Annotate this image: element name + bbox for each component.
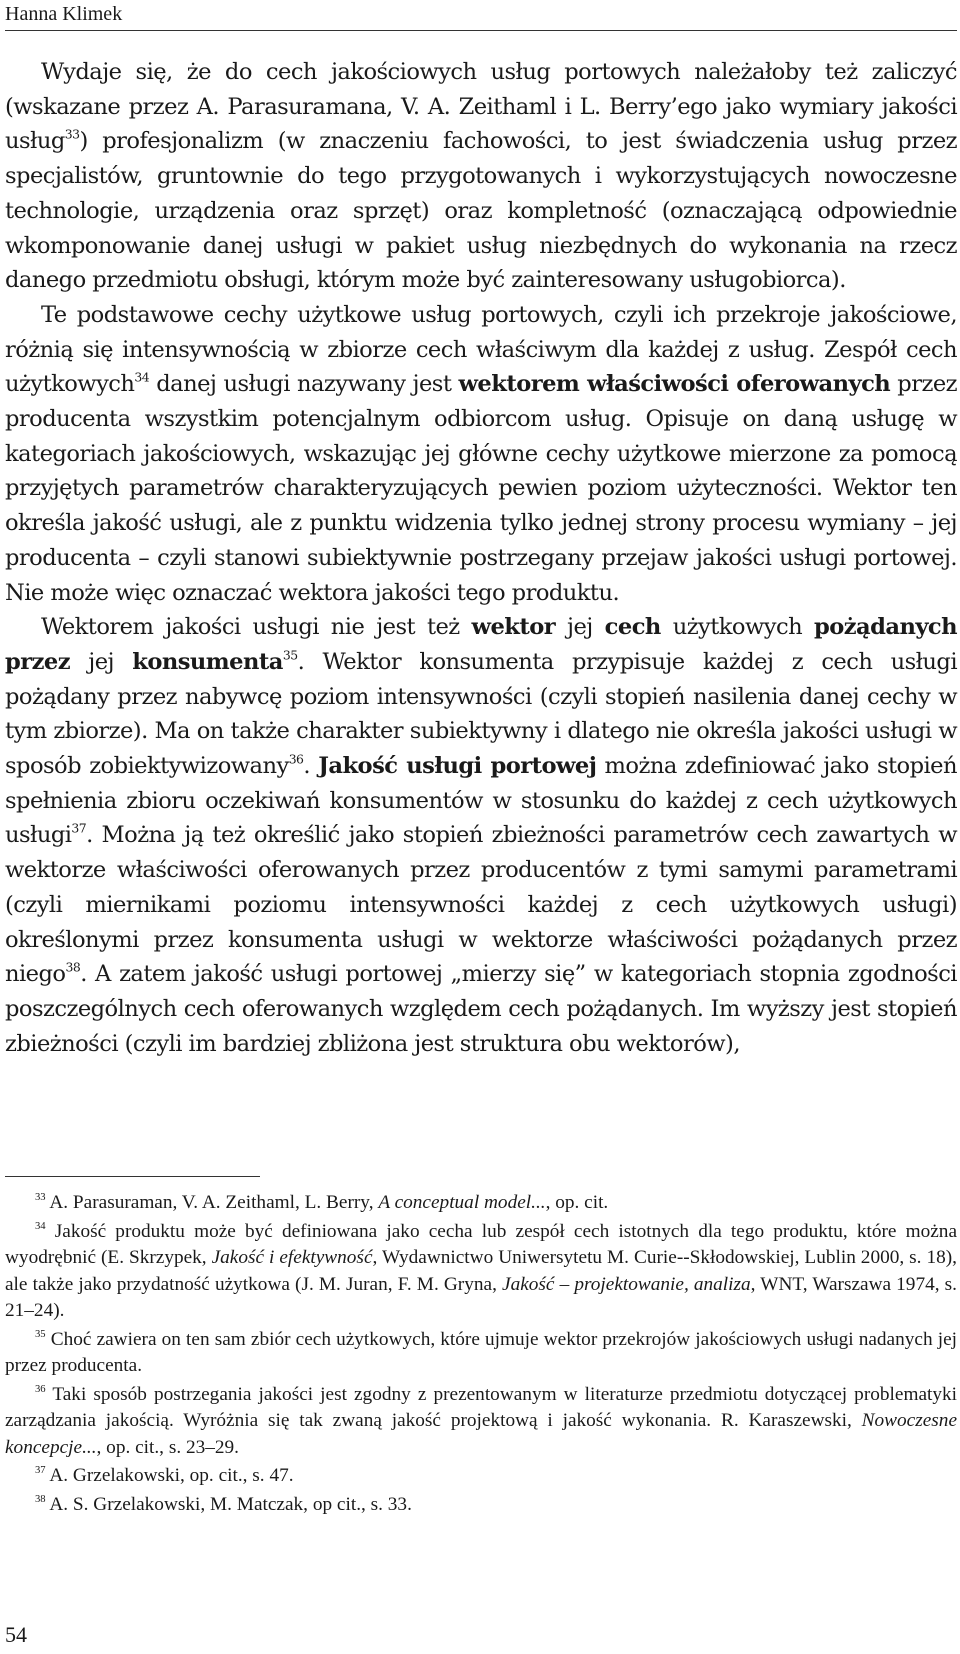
bold-term: wektor: [471, 614, 556, 641]
footnote-33: $^{33}$ A. Parasuraman, V. A. Zeithaml, L. Berry, A conceptual model..., op. cit.: [35, 1192, 609, 1213]
header-rule: [5, 30, 957, 31]
bold-term: wektorem właściwości oferowanych: [458, 371, 891, 398]
footnote-ref-34: 34: [134, 370, 150, 386]
footnote-38: $^{38}$ A. S. Grzelakowski, M. Matczak, op cit., s. 33.: [35, 1493, 412, 1515]
footnote-36: $^{36}$ Taki sposób postrzegania jakości jest zgodny z prezentowanym w literaturze przedmiotu dotyczącej problematyki zarządzania jakością. Wyróżnia się tak zwaną jakość projektową i jakość wykonania. R. Karaszewski, Nowoczesne koncepcje..., op. cit., s. 23–29.: [5, 1383, 957, 1458]
footnote-ref-33: 33: [64, 127, 80, 143]
paragraph-3: Wektorem jakości usługi nie jest też wektor jej cech użytkowych pożądanych przez jej konsumenta$^{35}$. Wektor konsumenta przypisuje każdej z cech usługi pożądany przez nabywcę poziom intensywności (czyli stopień nasilenia danej cechy w tym zbiorze). Ma on także charakter subiektywny i dlatego nie określa jakości usługi w sposób zobiektywizowany$^{36}$. Jakość usługi portowej można zdefiniować jako stopień spełnienia zbioru oczekiwań konsumentów w stosunku do każdej z cech użytkowych usługi$^{37}$. Można ją też określić jako stopień zbieżności parametrów cech zawartych w wektorze właściwości oferowanych przez producentów z tymi samymi parametrami (czyli miernikami poziomu intensywności każdej z cech użytkowych usługi) określonymi przez konsumenta usługi w wektorze właściwości pożądanych przez niego$^{38}$. A zatem jakość usługi portowej „mierzy się” w kategoriach stopnia zgodności poszczególnych cech oferowanych względem cech pożądanych. Im wyższy jest stopień zbieżności (czyli im bardziej zbliżona jest struktura obu wektorów),: [5, 614, 958, 1057]
footnote-ref-37: 37: [71, 821, 87, 837]
bold-term: Jakość usługi portowej: [318, 753, 597, 780]
bold-term: cech: [604, 614, 661, 641]
bold-term: pożądanych przez: [5, 614, 957, 675]
bold-term: konsumenta: [132, 648, 283, 675]
footnote-ref-38: 38: [65, 959, 81, 975]
paragraph-2: Te podstawowe cechy użytkowe usług portowych, czyli ich przekroje jakościowe, różnią się intensywnością w zbiorze cech właściwym dla każdej z usług. Zespół cech użytkowych$^{34}$ danej usługi nazywany jest wektorem właściwości oferowanych przez producenta wszystkim potencjalnym odbiorcom usług. Opisuje on daną usługę w kategoriach jakościowych, wskazując jej główne cechy użytkowe mierzone za pomocą przyjętych parametrów charakteryzujących pewien poziom użyteczności. Wektor ten określa jakość usługi, ale z punktu widzenia tylko jednej strony procesu wymiany – jej producenta – czyli stanowi subiektywnie postrzegany przejaw jakości usługi portowej. Nie może więc oznaczać wektora jakości tego produktu.: [5, 301, 957, 606]
footnote-34: $^{34}$ Jakość produktu może być definiowana jako cecha lub zespół cech istotnych dla tego produktu, które można wyodrębnić (E. Skrzypek, Jakość i efektywność, Wydawnictwo Uniwersytetu M. Curie--Skłodowskiej, Lublin 2000, s. 18), ale także jako przydatność użytkowa (J. M. Juran, F. M. Gryna, Jakość – projektowanie, analiza, WNT, Warszawa 1974, s. 21–24).: [5, 1220, 957, 1321]
footnotes: [5, 1190, 957, 1520]
footnote-37: $^{37}$ A. Grzelakowski, op. cit., s. 47.: [35, 1465, 294, 1486]
paragraph-1: Wydaje się, że do cech jakościowych usług portowych należałoby też zaliczyć (wskazane przez A. Parasuramana, V. A. Zeithaml i L. Berry’ego jako wymiary jakości usług$^{33}$) profesjonalizm (w znaczeniu fachowości, to jest świadczenia usług przez specjalistów, gruntownie do tego przygotowanych i wykorzystujących nowoczesne technologie, urządzenia oraz sprzęt) oraz kompletność (oznaczającą odpowiednie wkomponowanie danej usługi w pakiet usług niezbędnych do wykonania na rzecz danego przedmiotu obsługi, którym może być zainteresowany usługobiorca).: [5, 59, 957, 294]
footnote-ref-35: 35: [282, 647, 298, 663]
running-head-author: Hanna Klimek: [5, 3, 123, 25]
footnote-rule: [5, 1176, 260, 1177]
page-number: 54: [5, 1622, 27, 1647]
footnote-35: $^{35}$ Choć zawiera on ten sam zbiór cech użytkowych, które ujmuje wektor przekrojów jakościowych usługi nadanych jej przez producenta.: [5, 1328, 957, 1376]
main-text: [5, 55, 957, 1061]
footnote-ref-36: 36: [288, 751, 304, 767]
